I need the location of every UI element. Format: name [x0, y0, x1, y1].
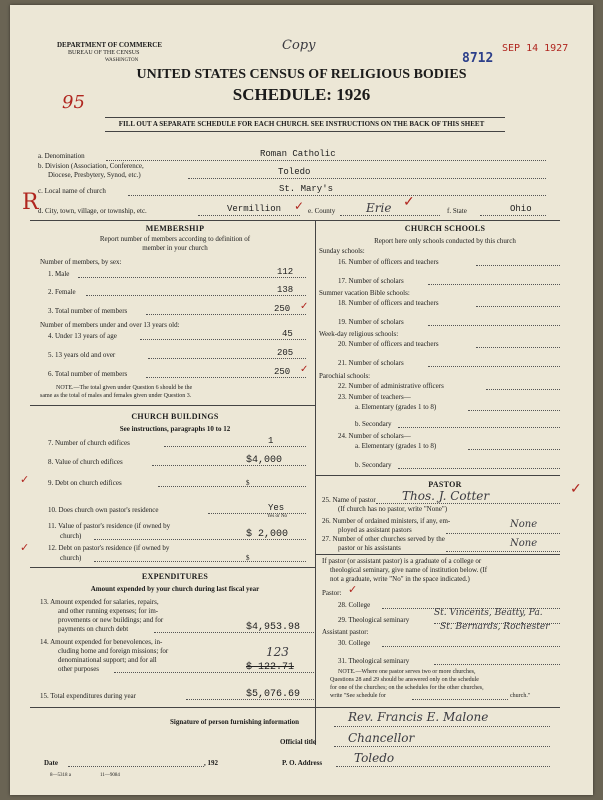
field-line [106, 160, 546, 161]
buildings-sub: See instructions, paragraphs 10 to 12 [119, 425, 231, 433]
field-line [128, 195, 546, 196]
church-name-value: St. Mary's [279, 184, 334, 194]
schools-heading: CHURCH SCHOOLS [404, 224, 486, 233]
q30-label: 30. College [338, 639, 371, 647]
q21-label: 21. Number of scholars [338, 359, 404, 367]
field-line [198, 215, 300, 216]
division-value: Toledo [278, 167, 311, 177]
pastor-note-3: for one of the churches; on the schedules for the other churches, [330, 685, 484, 691]
check-mark: ✓ [20, 541, 30, 554]
check-mark: ✓ [300, 364, 309, 375]
schools-intro: Report here only schools conducted by this church [374, 237, 516, 245]
field-line [152, 465, 306, 466]
pastor-note-5: church." [510, 693, 531, 699]
signature-value: Rev. Francis E. Malone [348, 710, 489, 724]
field-line [148, 358, 306, 359]
membership-intro-2: member in your church [142, 244, 208, 252]
membership-heading: MEMBERSHIP [145, 224, 205, 233]
field-line [340, 215, 440, 216]
field-line [468, 449, 560, 450]
field-line [188, 178, 546, 179]
q29-value-2: St. Bernards, Rochester [440, 622, 550, 632]
field-line [146, 377, 306, 378]
field-line [476, 265, 560, 266]
q24b-label: b. Secondary [355, 461, 392, 469]
q9-label: 9. Debt on church edifices [48, 479, 122, 487]
field-line [476, 347, 560, 348]
form-number-stamp: 8712 [462, 51, 494, 66]
pastor-instruction-1: If pastor (or assistant pastor) is a graduate of a college or [322, 557, 482, 565]
state-value: Ohio [510, 204, 532, 214]
county-label: e. County [308, 207, 336, 215]
check-mark: ✓ [300, 301, 309, 312]
field-line [208, 513, 306, 514]
form-code-1: 8—5318 a [50, 773, 71, 778]
q27-label-2: pastor or his assistants [338, 544, 401, 552]
official-title-label: Official title [280, 738, 316, 746]
q19-label: 19. Number of scholars [338, 318, 404, 326]
field-line [398, 427, 560, 428]
under-over-label: Number of members under and over 13 years old: [40, 321, 180, 329]
q12-label-2: church) [60, 554, 82, 562]
check-mark: ✓ [570, 481, 582, 497]
q14-label-1: 14. Amount expended for benevolences, in- [40, 638, 163, 646]
q26-label-1: 26. Number of ordained ministers, if any, em- [322, 517, 451, 525]
signature-label: Signature of person furnishing information [170, 718, 299, 726]
county-value: Erie [366, 201, 392, 215]
address-label: P. O. Address [282, 759, 323, 767]
pastor-note-2: Questions 28 and 29 should be answered only on the schedule [330, 677, 479, 683]
sunday-label: Sunday schools: [319, 247, 365, 255]
division-label-1: b. Division (Association, Conference, [38, 162, 144, 170]
q14-label-3: denominational support; and for all [58, 656, 157, 664]
q26-label-2: ployed as assistant pastors [338, 526, 412, 534]
field-line [398, 468, 560, 469]
q23a-label: a. Elementary (grades 1 to 8) [355, 403, 437, 411]
check-mark: ✓ [20, 473, 30, 486]
q12-label-1: 12. Debt on pastor's residence (if owned by [48, 544, 170, 552]
q13-label-3: provements or new buildings; and for [58, 616, 164, 624]
section-rule [30, 405, 315, 406]
q3-value: 250 [274, 304, 291, 314]
field-line [412, 699, 508, 700]
q25-note: (If church has no pastor, write "None") [338, 505, 448, 513]
membership-note-1: NOTE.—The total given under Question 6 should be the [56, 385, 193, 391]
field-line [428, 325, 560, 326]
q14-value: $ 122.71 [246, 662, 295, 673]
section-rule [315, 475, 560, 476]
field-line [86, 295, 306, 296]
q23b-label: b. Secondary [355, 420, 392, 428]
field-line [334, 726, 550, 727]
q14-label-4: other purposes [58, 665, 100, 673]
check-mark: ✓ [294, 199, 305, 213]
q25-label: 25. Name of pastor [322, 496, 376, 504]
field-line [446, 533, 560, 534]
official-title-value: Chancellor [348, 731, 415, 745]
frame-top [30, 220, 560, 221]
q1-value: 112 [277, 267, 294, 277]
field-line [140, 339, 306, 340]
q27-label-1: 27. Number of other churches served by the [322, 535, 445, 543]
q12-value: $ [246, 554, 250, 562]
q11-label-2: church) [60, 532, 82, 540]
q14-label-2: cluding home and foreign missions; for [58, 647, 169, 655]
q2-label: 2. Female [48, 288, 76, 296]
census-schedule-form [10, 5, 593, 795]
handwritten-r: R [22, 190, 39, 215]
state-label: f. State [447, 207, 467, 215]
field-line [382, 646, 560, 647]
q6-label: 6. Total number of members [48, 370, 128, 378]
q4-label: 4. Under 13 years of age [48, 332, 117, 340]
q20-label: 20. Number of officers and teachers [338, 340, 439, 348]
q24-label: 24. Number of scholars— [338, 432, 411, 440]
date-received-stamp: SEP 14 1927 [502, 43, 569, 54]
q13-label-4: payments on church debt [58, 625, 129, 633]
address-value: Toledo [354, 751, 395, 765]
expenditures-heading: EXPENDITURES [141, 572, 209, 581]
city-label: WASHINGTON [105, 58, 139, 63]
summer-label: Summer vacation Bible schools: [319, 289, 410, 297]
rule [105, 117, 505, 118]
q13-label-2: and other running expenses; for im- [58, 607, 159, 615]
pastor-instruction-3: not a graduate, write "No" in the space indicated.) [330, 575, 470, 583]
buildings-heading: CHURCH BUILDINGS [131, 412, 219, 421]
handwritten-95: 95 [62, 92, 85, 113]
membership-note-2: same as the total of males and females given under Question 3. [40, 393, 192, 399]
field-line [486, 389, 560, 390]
q5-label: 5. 13 years old and over [48, 351, 116, 359]
field-line [468, 410, 560, 411]
q29-value-1: St. Vincents, Beatty, Pa. [434, 608, 543, 618]
q7-value: 1 [268, 436, 274, 446]
pastor-note-1: NOTE.—Where one pastor serves two or more churches, [338, 669, 476, 675]
frame-bottom [30, 707, 560, 708]
q11-value: $ 2,000 [246, 529, 289, 540]
division-label-2: Diocese, Presbytery, Synod, etc.) [48, 171, 141, 179]
pastor-name: Thos. J. Cotter [402, 489, 490, 503]
membership-intro-1: Report number of members according to definition of [99, 235, 251, 243]
q18-label: 18. Number of officers and teachers [338, 299, 439, 307]
field-line [446, 551, 560, 552]
field-line [428, 366, 560, 367]
form-title: UNITED STATES CENSUS OF RELIGIOUS BODIES [136, 67, 467, 82]
expenditures-sub: Amount expended by your church during last fiscal year [90, 585, 260, 593]
q10-label: 10. Does church own pastor's residence [48, 506, 159, 514]
date-year: , 192 [204, 759, 218, 767]
schedule-year: SCHEDULE: 1926 [232, 85, 371, 104]
q11-label-1: 11. Value of pastor's residence (if owned by [48, 522, 171, 530]
check-mark: ✓ [348, 583, 358, 596]
field-line [336, 766, 550, 767]
field-line [78, 277, 306, 278]
q31-label: 31. Theological seminary [338, 657, 410, 665]
weekday-label: Week-day religious schools: [319, 330, 399, 338]
church-name-label: c. Local name of church [38, 187, 106, 195]
column-divider [315, 220, 316, 745]
q27-value: None [510, 538, 538, 549]
assistant-label: Assistant pastor: [322, 628, 369, 636]
field-line [434, 664, 560, 665]
field-line [476, 306, 560, 307]
q23-label: 23. Number of teachers— [338, 393, 411, 401]
q8-label: 8. Value of church edifices [48, 458, 123, 466]
q9-value: $ [246, 479, 250, 487]
q29-label: 29. Theological seminary [338, 616, 410, 624]
q5-value: 205 [277, 348, 294, 358]
field-line [428, 284, 560, 285]
q3-label: 3. Total number of members [48, 307, 128, 315]
q1-label: 1. Male [48, 270, 70, 278]
q6-value: 250 [274, 367, 291, 377]
bureau-label: BUREAU OF THE CENSUS [68, 50, 140, 56]
q17-label: 17. Number of scholars [338, 277, 404, 285]
rule [105, 131, 505, 132]
q2-value: 138 [277, 285, 294, 295]
pastor-heading: PASTOR [428, 480, 462, 489]
q22-label: 22. Number of administrative officers [338, 382, 444, 390]
q8-value: $4,000 [246, 455, 283, 466]
q14-correction: 123 [266, 645, 289, 659]
q13-value: $4,953.98 [246, 622, 301, 633]
field-line [146, 314, 306, 315]
q10-value: Yes [268, 503, 285, 513]
q10-hint: Yes or No [267, 514, 288, 519]
q26-value: None [510, 519, 538, 530]
department-label: DEPARTMENT OF COMMERCE [57, 41, 163, 49]
q15-label: 15. Total expenditures during year [40, 692, 136, 700]
field-line [334, 746, 550, 747]
field-line [158, 486, 306, 487]
pastor-note-4: write "See schedule for [330, 693, 386, 699]
q4-value: 45 [282, 329, 293, 339]
pastor-instruction-2: theological seminary, give name of institution below. (If [330, 566, 488, 574]
q15-value: $5,076.69 [246, 689, 301, 700]
q7-label: 7. Number of church edifices [48, 439, 130, 447]
section-rule [315, 554, 560, 555]
denomination-value: Roman Catholic [260, 149, 336, 159]
copy-handwritten: Copy [282, 38, 316, 53]
form-code-2: 11—9084 [100, 773, 120, 778]
denomination-label: a. Denomination [38, 152, 85, 160]
field-line [164, 446, 306, 447]
q28-label: 28. College [338, 601, 371, 609]
parochial-label: Parochial schools: [319, 372, 371, 380]
q16-label: 16. Number of officers and teachers [338, 258, 439, 266]
city-value: Vermillion [227, 204, 282, 214]
field-line [94, 561, 306, 562]
check-mark: ✓ [403, 194, 415, 210]
date-label: Date [44, 759, 58, 767]
by-sex-label: Number of members, by sex: [40, 258, 122, 266]
pastor-sub-label: Pastor: [322, 589, 342, 597]
q13-label-1: 13. Amount expended for salaries, repairs, [40, 598, 159, 606]
field-line [68, 766, 204, 767]
city-label: d. City, town, village, or township, etc. [38, 207, 147, 215]
q24a-label: a. Elementary (grades 1 to 8) [355, 442, 437, 450]
section-rule [30, 567, 315, 568]
field-line [376, 503, 560, 504]
instruction-banner: FILL OUT A SEPARATE SCHEDULE FOR EACH CHURCH. SEE INSTRUCTIONS ON THE BACK OF THIS SHEET [118, 120, 485, 128]
field-line [480, 215, 546, 216]
